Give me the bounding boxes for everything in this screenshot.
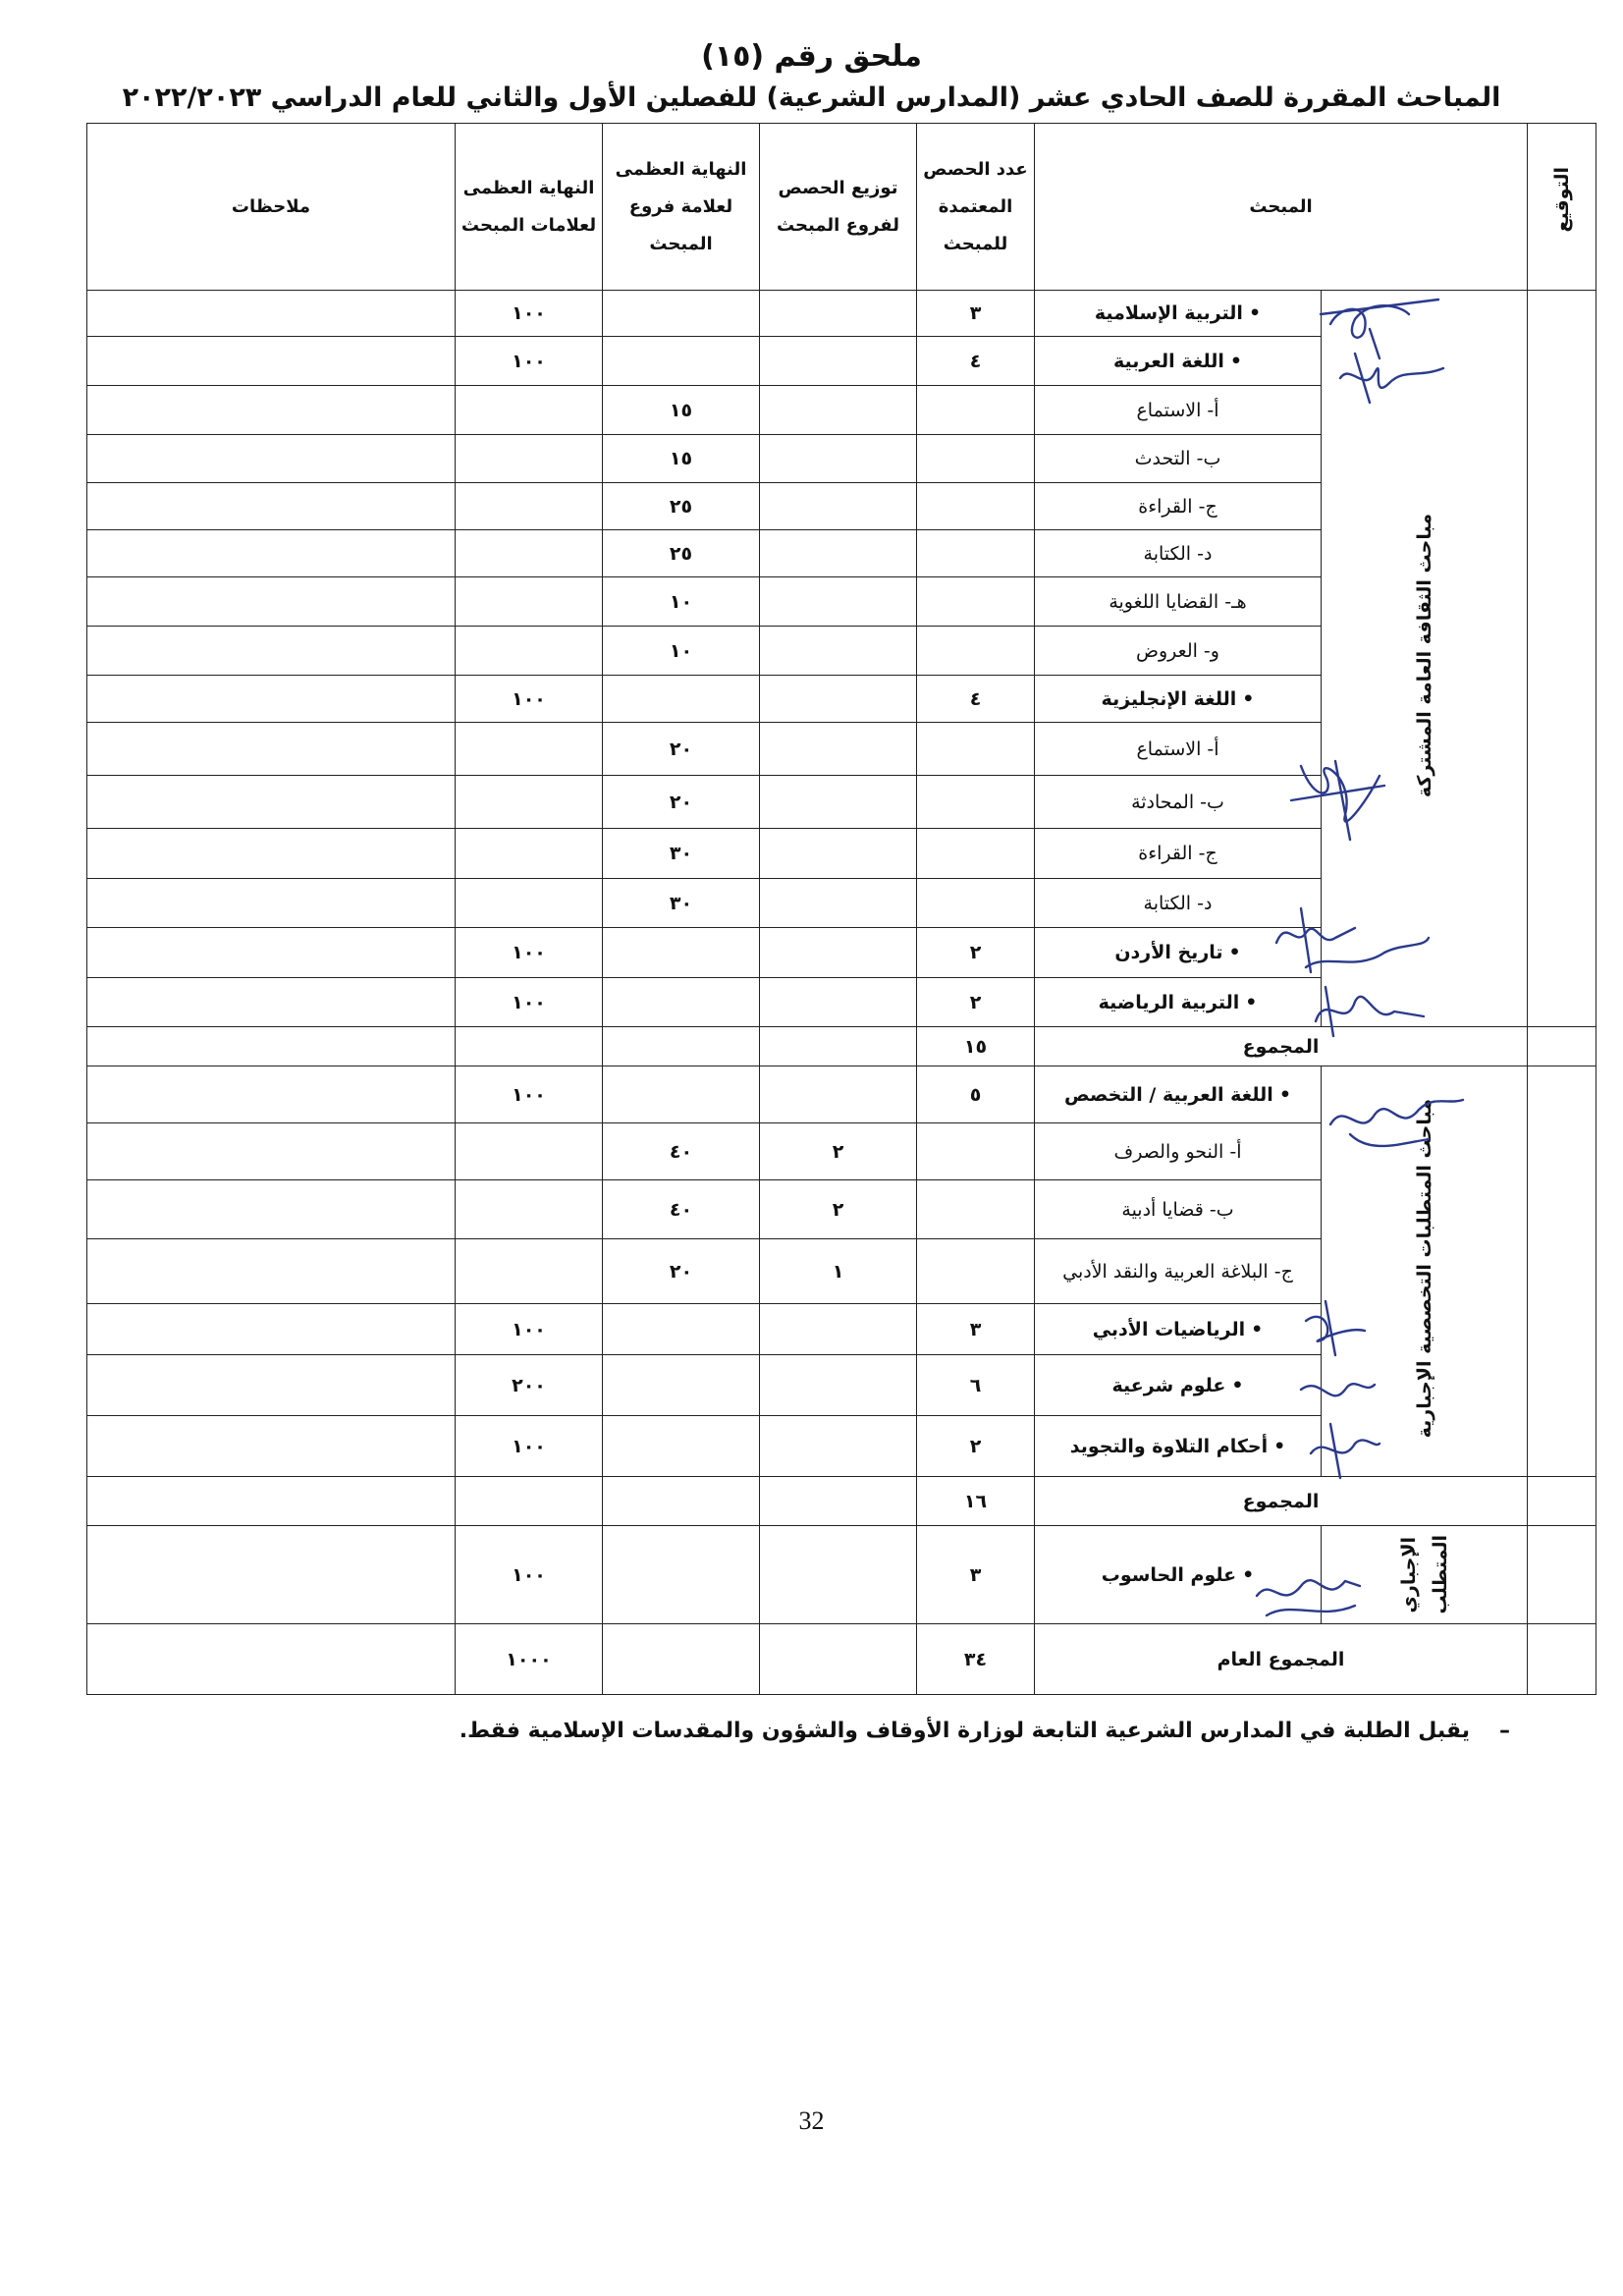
subject-name-cell <box>1035 1304 1322 1355</box>
distribution-cell <box>760 676 917 723</box>
distribution-cell <box>760 1477 917 1526</box>
distribution-cell <box>760 776 917 829</box>
subject-name-cell <box>1035 337 1322 386</box>
bullet-icon: • <box>1248 302 1262 324</box>
distribution-cell: ١ <box>760 1239 917 1304</box>
signature-mark <box>1306 972 1434 1041</box>
branch-max-cell: ١٥ <box>603 435 760 483</box>
bullet-icon: • <box>1278 1083 1291 1106</box>
notes-cell <box>87 1416 456 1477</box>
subject-name-cell <box>1035 435 1322 483</box>
page-number: 32 <box>798 2106 825 2135</box>
periods-cell: ١٥ <box>917 1027 1035 1066</box>
subject-name: هـ- القضايا اللغوية <box>1109 590 1247 613</box>
table-header-row <box>87 124 1596 291</box>
signature-column <box>1528 1027 1596 1066</box>
periods-cell <box>917 483 1035 530</box>
subject-name-cell <box>1035 291 1322 337</box>
notes-cell <box>87 1027 456 1066</box>
periods-cell: ٤ <box>917 337 1035 386</box>
notes-cell <box>87 829 456 879</box>
bullet-icon: • <box>1273 1435 1286 1457</box>
notes-cell <box>87 676 456 723</box>
signature-column <box>1528 291 1596 1027</box>
annex-title: ملحق رقم (١٥) <box>701 39 922 74</box>
notes-cell <box>87 386 456 435</box>
subject-name: و- العروض <box>1136 639 1219 662</box>
distribution-cell <box>760 1355 917 1416</box>
periods-cell <box>917 776 1035 829</box>
subject-max-cell <box>456 829 603 879</box>
branch-max-cell: ٢٠ <box>603 723 760 776</box>
distribution-cell <box>760 928 917 978</box>
subject-name-cell <box>1035 1355 1322 1416</box>
subject-name-cell <box>1035 676 1322 723</box>
subject-name: أحكام التلاوة والتجويد <box>1069 1435 1269 1457</box>
subject-max-cell <box>456 577 603 627</box>
branch-max-cell <box>603 1416 760 1477</box>
distribution-cell <box>760 1066 917 1123</box>
signature-mark <box>1311 285 1448 412</box>
subject-name-cell <box>1035 627 1322 676</box>
subject-name: ب- التحدث <box>1134 448 1221 469</box>
signature-mark <box>1267 899 1434 977</box>
subject-max-cell: ١٠٠ <box>456 1304 603 1355</box>
subject-max-cell <box>456 879 603 928</box>
subject-max-cell: ١٠٠ <box>456 1066 603 1123</box>
branch-max-cell <box>603 978 760 1027</box>
branch-max-cell <box>603 1304 760 1355</box>
notes-cell <box>87 1355 456 1416</box>
subject-max-cell <box>456 723 603 776</box>
notes-cell <box>87 530 456 577</box>
notes-cell <box>87 1180 456 1239</box>
periods-cell: ٣٤ <box>917 1624 1035 1695</box>
distribution-cell <box>760 386 917 435</box>
subject-name: علوم شرعية <box>1111 1374 1226 1396</box>
periods-cell <box>917 627 1035 676</box>
subject-max-cell: ١٠٠ <box>456 1416 603 1477</box>
branch-max-cell <box>603 291 760 337</box>
group-label-text: المتطلب <box>1429 1535 1451 1614</box>
subject-name: ب- قضايا أدبية <box>1121 1198 1234 1221</box>
bullet-icon: • <box>1245 991 1258 1013</box>
signature-mark <box>1247 1552 1365 1630</box>
subject-name-cell <box>1035 978 1322 1027</box>
subject-max-cell: ١٠٠ <box>456 676 603 723</box>
subject-max-cell <box>456 1180 603 1239</box>
distribution-cell <box>760 627 917 676</box>
subject-max-cell: ١٠٠ <box>456 978 603 1027</box>
bullet-icon: • <box>1228 942 1241 963</box>
branch-max-cell <box>603 337 760 386</box>
branch-max-cell: ٢٥ <box>603 530 760 577</box>
subject-max-cell <box>456 483 603 530</box>
subject-name: أ- النحو والصرف <box>1113 1140 1242 1163</box>
header-distribution: توزيع الحصص لفروع المبحث <box>760 124 917 291</box>
branch-max-cell: ٤٠ <box>603 1180 760 1239</box>
notes-cell <box>87 723 456 776</box>
bullet-icon: • <box>1231 1374 1244 1396</box>
subject-name-cell <box>1035 577 1322 627</box>
notes-cell <box>87 928 456 978</box>
periods-cell: ٣ <box>917 1526 1035 1624</box>
notes-cell <box>87 483 456 530</box>
subject-name-cell <box>1035 723 1322 776</box>
branch-max-cell <box>603 1355 760 1416</box>
header-signature: التوقيع <box>1528 124 1596 291</box>
subject-name-cell <box>1035 530 1322 577</box>
subject-name: تاريخ الأردن <box>1114 942 1223 963</box>
notes-cell <box>87 1526 456 1624</box>
subject-name-cell <box>1035 1239 1322 1304</box>
subject-name-cell <box>1035 776 1322 829</box>
distribution-cell <box>760 435 917 483</box>
subject-max-cell <box>456 1027 603 1066</box>
periods-cell <box>917 1239 1035 1304</box>
subject-name: التربية الرياضية <box>1098 991 1240 1013</box>
grand-total-row <box>87 1624 1596 1695</box>
header-branch-max: النهاية العظمى لعلامة فروع المبحث <box>603 124 760 291</box>
notes-cell <box>87 879 456 928</box>
group-label-text: مباحث المتطلبات التخصصية الإجبارية <box>1413 1099 1435 1439</box>
subject-max-cell <box>456 386 603 435</box>
distribution-cell <box>760 1304 917 1355</box>
periods-cell <box>917 577 1035 627</box>
distribution-cell: ٢ <box>760 1180 917 1239</box>
branch-max-cell: ٤٠ <box>603 1123 760 1180</box>
periods-cell <box>917 723 1035 776</box>
subject-max-cell: ١٠٠ <box>456 1526 603 1624</box>
branch-max-cell: ٣٠ <box>603 879 760 928</box>
periods-cell <box>917 879 1035 928</box>
group-label-text: مباحث الثقافة العامة المشتركة <box>1413 514 1435 798</box>
periods-cell <box>917 386 1035 435</box>
subject-max-cell: ١٠٠٠ <box>456 1624 603 1695</box>
branch-max-cell <box>603 1526 760 1624</box>
document-subtitle: المباحث المقررة للصف الحادي عشر (المدارس الشرعية) للفصلين الأول والثاني للعام الدراسي ٢٠٢٢/٢٠٢٣ <box>122 82 1501 113</box>
notes-cell <box>87 435 456 483</box>
branch-max-cell: ١٥ <box>603 386 760 435</box>
branch-max-cell <box>603 676 760 723</box>
subject-name: الرياضيات الأدبي <box>1092 1318 1246 1340</box>
notes-cell <box>87 337 456 386</box>
periods-cell: ٤ <box>917 676 1035 723</box>
subject-name-cell <box>1035 1180 1322 1239</box>
periods-cell <box>917 829 1035 879</box>
notes-cell <box>87 577 456 627</box>
branch-max-cell <box>603 1027 760 1066</box>
periods-cell: ٦ <box>917 1355 1035 1416</box>
periods-cell: ٣ <box>917 291 1035 337</box>
distribution-cell <box>760 483 917 530</box>
distribution-cell <box>760 530 917 577</box>
distribution-cell <box>760 1416 917 1477</box>
periods-cell <box>917 530 1035 577</box>
branch-max-cell <box>603 928 760 978</box>
subject-name: التربية الإسلامية <box>1094 302 1243 324</box>
subject-name: د- الكتابة <box>1143 542 1213 565</box>
signature-column <box>1528 1624 1596 1695</box>
signature-mark <box>1286 1296 1384 1483</box>
distribution-cell <box>760 337 917 386</box>
subject-max-cell: ٢٠٠ <box>456 1355 603 1416</box>
subject-name: ج- القراءة <box>1138 495 1217 518</box>
subject-name: د- الكتابة <box>1143 892 1213 914</box>
bullet-icon: • <box>1242 687 1255 710</box>
periods-cell: ١٦ <box>917 1477 1035 1526</box>
subject-max-cell <box>456 627 603 676</box>
distribution-cell <box>760 1624 917 1695</box>
distribution-cell <box>760 1027 917 1066</box>
branch-max-cell: ١٠ <box>603 577 760 627</box>
bullet-icon: • <box>1251 1318 1264 1340</box>
signature-mark <box>1286 746 1394 845</box>
total-row <box>87 1477 1596 1526</box>
subject-name: اللغة العربية / التخصص <box>1064 1083 1273 1106</box>
subject-max-cell: ١٠٠ <box>456 337 603 386</box>
distribution-cell <box>760 577 917 627</box>
notes-cell <box>87 776 456 829</box>
header-subject: المبحث <box>1035 124 1528 291</box>
subject-max-cell <box>456 776 603 829</box>
periods-cell: ٢ <box>917 928 1035 978</box>
subject-name: أ- الاستماع <box>1136 738 1219 760</box>
subject-name-cell <box>1035 1066 1322 1123</box>
periods-cell: ٢ <box>917 978 1035 1027</box>
signature-column <box>1528 1477 1596 1526</box>
subject-name-cell <box>1035 386 1322 435</box>
branch-max-cell: ٢٠ <box>603 1239 760 1304</box>
header-subject-max: النهاية العظمى لعلامات المبحث <box>456 124 603 291</box>
notes-cell <box>87 291 456 337</box>
periods-cell: ٣ <box>917 1304 1035 1355</box>
periods-cell <box>917 1180 1035 1239</box>
bullet-icon: • <box>1229 350 1243 372</box>
subject-name: ج- البلاغة العربية والنقد الأدبي <box>1062 1260 1293 1283</box>
subject-name: ج- القراءة <box>1138 843 1217 864</box>
notes-cell <box>87 1066 456 1123</box>
notes-cell <box>87 1304 456 1355</box>
subject-name: اللغة الإنجليزية <box>1101 687 1237 710</box>
distribution-cell <box>760 291 917 337</box>
total-label: المجموع العام <box>1035 1624 1528 1695</box>
subject-max-cell <box>456 1123 603 1180</box>
signature-column <box>1528 1526 1596 1624</box>
footnote-dash: – <box>1499 1719 1510 1743</box>
subject-name: أ- الاستماع <box>1136 399 1219 421</box>
distribution-cell <box>760 978 917 1027</box>
total-label: المجموع <box>1035 1027 1528 1066</box>
signature-column <box>1528 1066 1596 1477</box>
subject-max-cell: ١٠٠ <box>456 928 603 978</box>
signature-mark <box>1321 1085 1468 1164</box>
subject-name-cell <box>1035 483 1322 530</box>
distribution-cell <box>760 879 917 928</box>
bullet-icon: • <box>1242 1563 1255 1586</box>
subject-max-cell <box>456 1239 603 1304</box>
distribution-cell <box>760 1526 917 1624</box>
notes-cell <box>87 1239 456 1304</box>
notes-cell <box>87 1123 456 1180</box>
branch-max-cell: ٣٠ <box>603 829 760 879</box>
periods-cell <box>917 1123 1035 1180</box>
subject-max-cell <box>456 1477 603 1526</box>
subject-name-cell <box>1035 1416 1322 1477</box>
subject-name-cell <box>1035 1123 1322 1180</box>
periods-cell: ٥ <box>917 1066 1035 1123</box>
footnote-text: يقبل الطلبة في المدارس الشرعية التابعة لوزارة الأوقاف والشؤون والمقدسات الإسلامية فقط. <box>459 1719 1470 1743</box>
branch-max-cell <box>603 1066 760 1123</box>
table-row <box>87 1526 1596 1624</box>
branch-max-cell: ٢٥ <box>603 483 760 530</box>
header-notes: ملاحظات <box>87 124 456 291</box>
group-label-text: الإجباري <box>1397 1536 1420 1613</box>
subject-name: اللغة العربية <box>1112 350 1224 372</box>
notes-cell <box>87 627 456 676</box>
distribution-cell <box>760 829 917 879</box>
subject-name: ب- المحادثة <box>1131 791 1224 813</box>
subject-max-cell: ١٠٠ <box>456 291 603 337</box>
branch-max-cell <box>603 1477 760 1526</box>
subject-name-cell <box>1035 829 1322 879</box>
subject-max-cell <box>456 530 603 577</box>
branch-max-cell: ٢٠ <box>603 776 760 829</box>
header-periods: عدد الحصص المعتمدة للمبحث <box>917 124 1035 291</box>
periods-cell: ٢ <box>917 1416 1035 1477</box>
total-label: المجموع <box>1035 1477 1528 1526</box>
periods-cell <box>917 435 1035 483</box>
footnote <box>460 1719 1510 1743</box>
distribution-cell <box>760 723 917 776</box>
subject-name: علوم الحاسوب <box>1101 1563 1237 1586</box>
branch-max-cell: ١٠ <box>603 627 760 676</box>
distribution-cell: ٢ <box>760 1123 917 1180</box>
notes-cell <box>87 978 456 1027</box>
subject-max-cell <box>456 435 603 483</box>
notes-cell <box>87 1477 456 1526</box>
notes-cell <box>87 1624 456 1695</box>
branch-max-cell <box>603 1624 760 1695</box>
